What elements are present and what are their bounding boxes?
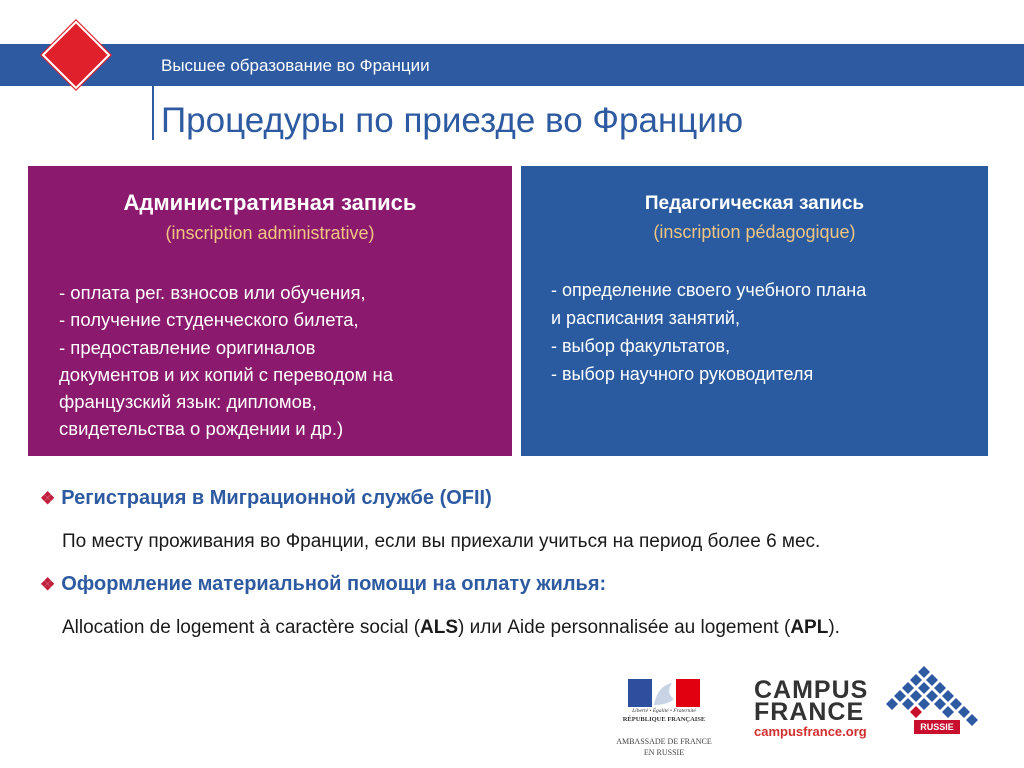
list-item: - оплата рег. взносов или обучения, bbox=[59, 282, 366, 303]
housing-text-part: Allocation de logement à caractère social ( bbox=[62, 617, 421, 638]
list-item: свидетельства о рождении и др.) bbox=[59, 418, 344, 440]
admin-card-list bbox=[59, 279, 393, 443]
ped-card-list bbox=[551, 276, 866, 388]
housing-heading bbox=[40, 573, 606, 596]
admin-card-title: Административная запись bbox=[123, 190, 417, 215]
list-item: - выбор научного руководителя bbox=[551, 364, 814, 384]
red-diamond-logo bbox=[40, 19, 112, 91]
list-item: - определение своего учебного плана bbox=[551, 280, 867, 300]
housing-text-part: ) или Aide personnalisée au logement ( bbox=[458, 617, 791, 638]
marianne-emblem-icon bbox=[628, 679, 700, 707]
housing-text bbox=[62, 617, 840, 639]
page-title: Процедуры по приезде во Францию bbox=[161, 101, 744, 140]
title-divider bbox=[152, 48, 154, 140]
campus-france-country-badge: RUSSIE bbox=[914, 720, 960, 734]
embassy-name-line1: AMBASSADE DE FRANCE bbox=[616, 737, 712, 746]
embassy-republic: RÉPUBLIQUE FRANÇAISE bbox=[622, 716, 706, 723]
als-abbreviation: ALS bbox=[420, 617, 459, 638]
ofii-heading bbox=[40, 487, 492, 510]
list-item: и расписания занятий, bbox=[551, 308, 740, 328]
list-item: - предоставление оригиналов bbox=[59, 336, 316, 358]
list-item: - получение студенческого билета, bbox=[59, 309, 359, 331]
embassy-name-line2: EN RUSSIE bbox=[643, 748, 685, 757]
campus-france-logo bbox=[752, 662, 1002, 740]
list-item: - выбор факультатов, bbox=[551, 336, 731, 356]
apl-abbreviation: APL bbox=[790, 617, 829, 638]
housing-text-part: ). bbox=[828, 617, 840, 638]
admin-card-subtitle: (inscription administrative) bbox=[165, 223, 375, 243]
list-item: документов и их копий с переводом на bbox=[59, 363, 394, 385]
diamond-bullet-icon: ❖ bbox=[40, 489, 56, 508]
header-subtitle: Высшее образование во Франции bbox=[161, 56, 430, 75]
list-item: французский язык: дипломов, bbox=[59, 391, 317, 413]
housing-heading-text: Оформление материальной помощи на оплату жилья: bbox=[61, 573, 607, 595]
ped-card-subtitle: (inscription pédagogique) bbox=[653, 222, 856, 242]
campus-france-line2: FRANCE bbox=[754, 698, 865, 726]
ofii-text: По месту проживания во Франции, если вы приехали учиться на период более 6 мес. bbox=[62, 531, 821, 552]
diamond-bullet-icon: ❖ bbox=[40, 575, 56, 594]
pedagogic-registration-card bbox=[521, 166, 988, 456]
ped-card-title: Педагогическая запись bbox=[644, 193, 865, 214]
admin-registration-card bbox=[28, 166, 512, 456]
ofii-heading-text: Регистрация в Миграционной службе (OFII) bbox=[61, 487, 492, 509]
campus-france-line1: CAMPUS bbox=[754, 676, 869, 704]
campus-france-url: campusfrance.org bbox=[754, 724, 867, 739]
embassy-motto: Liberté • Égalité • Fraternité bbox=[632, 708, 696, 714]
